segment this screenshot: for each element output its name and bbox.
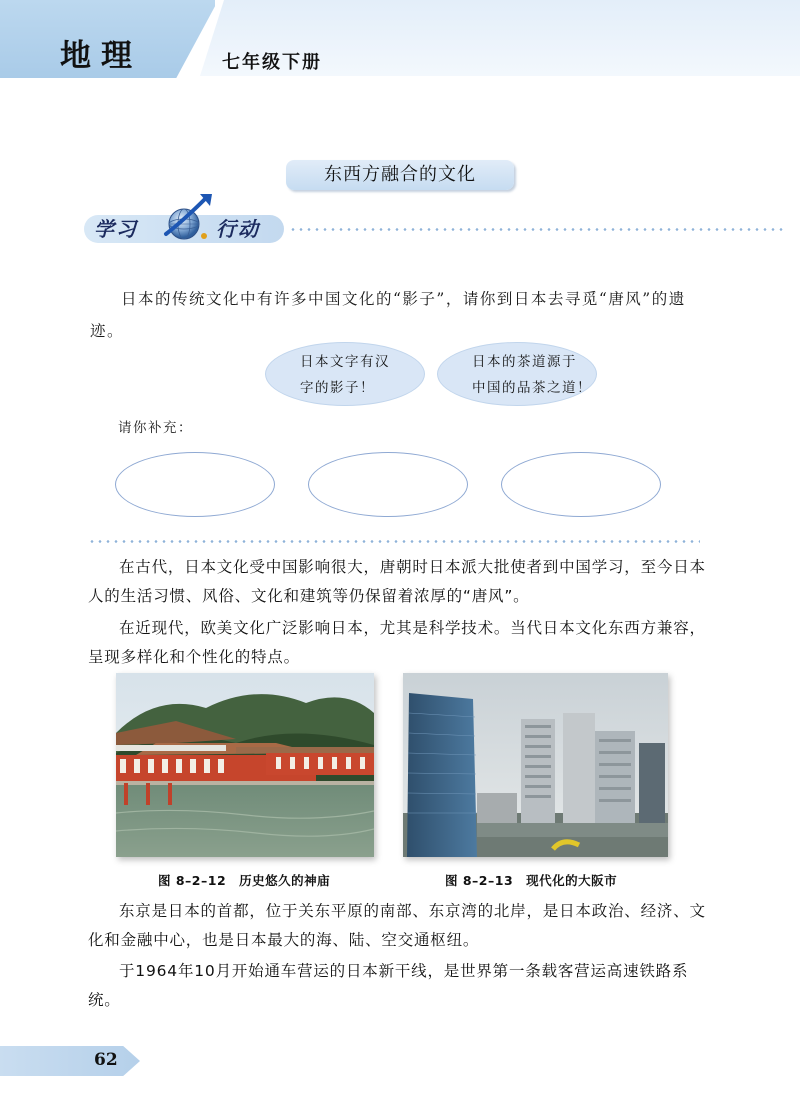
bubble-line: 日本文字有汉: [300, 354, 390, 370]
footer-band: [0, 1046, 140, 1076]
globe-arrow-icon: [160, 190, 216, 246]
shrine-illustration: [116, 673, 374, 857]
body-paragraph: 于1964年10月开始通车营运的日本新干线，是世界第一条载客营运高速铁路系统。: [88, 962, 689, 1009]
answer-ellipse-2[interactable]: [308, 452, 468, 517]
page-number: 62: [94, 1050, 118, 1070]
subject-title: 地理: [60, 38, 142, 74]
section-title: 东西方融合的文化: [286, 160, 514, 190]
learning-action-banner: [84, 190, 704, 250]
answer-ellipse-3[interactable]: [501, 452, 661, 517]
osaka-illustration: [403, 673, 668, 857]
action-label-right: 行动: [216, 217, 260, 241]
body-paragraph: 在近现代，欧美文化广泛影响日本，尤其是科学技术。当代日本文化东西方兼容，呈现多样化和个性化的特点。: [88, 619, 706, 666]
activity-prompt: 日本的传统文化中有许多中国文化的“影子”，请你到日本去寻觅“唐风”的遗迹。: [90, 290, 686, 340]
grade-label: 七年级下册: [222, 52, 322, 73]
dotted-divider-top: [289, 228, 784, 231]
bubble-line: 日本的茶道源于: [472, 354, 577, 370]
shrine-photo: [116, 673, 374, 857]
speech-bubble-tea: [437, 342, 597, 406]
dotted-divider-bottom: [88, 540, 700, 543]
bubble-line: 字的影子！: [300, 380, 375, 396]
body-paragraph: 东京是日本的首都，位于关东平原的南部、东京湾的北岸，是日本政治、经济、文化和金融中心，也是日本最大的海、陆、空交通枢纽。: [88, 902, 706, 949]
page-header: [0, 0, 800, 80]
osaka-photo: [403, 673, 668, 857]
bubble-line: 中国的品茶之道！: [472, 380, 592, 396]
supplement-label: 请你补充：: [118, 420, 193, 436]
body-paragraph: 在古代，日本文化受中国影响很大，唐朝时日本派大批使者到中国学习，至今日本人的生活习惯、风俗、文化和建筑等仍保留着浓厚的“唐风”。: [88, 558, 706, 605]
figure-caption-shrine: 图 8–2–12 历史悠久的神庙: [158, 873, 331, 888]
speech-bubble-writing: [265, 342, 425, 406]
action-label-left: 学习: [94, 217, 138, 241]
figure-caption-osaka: 图 8–2–13 现代化的大阪市: [445, 873, 618, 888]
answer-ellipse-1[interactable]: [115, 452, 275, 517]
